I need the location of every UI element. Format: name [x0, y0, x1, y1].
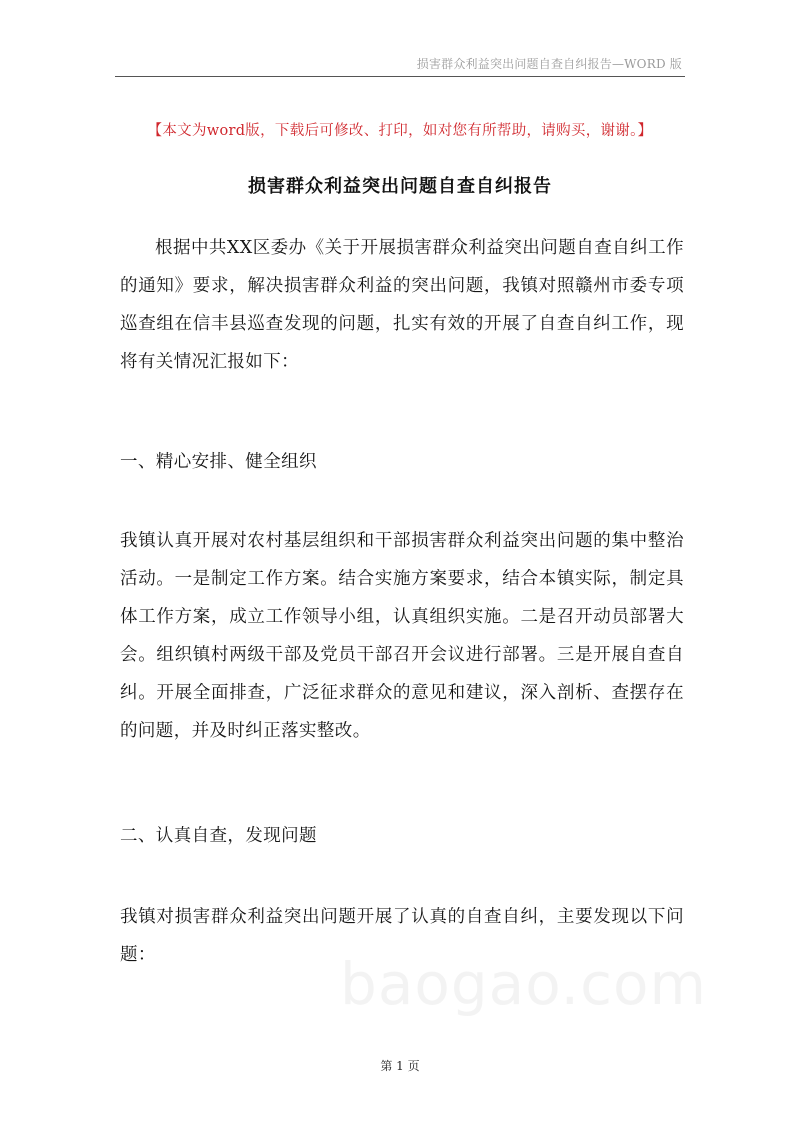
- section-heading-1: 一、精心安排、健全组织: [120, 452, 317, 472]
- running-header: 损害群众利益突出问题自查自纠报告—WORD 版: [416, 57, 682, 71]
- watermark: baogao.com: [340, 950, 707, 1018]
- section-body-2: 我镇对损害群众利益突出问题开展了认真的自查自纠，主要发现以下问题：: [120, 907, 684, 965]
- section-heading-2: 二、认真自查，发现问题: [120, 826, 317, 846]
- intro-paragraph: 根据中共XX区委办《关于开展损害群众利益突出问题自查自纠工作的通知》要求，解决损害群众利益的突出问题，我镇对照赣州市委专项巡查组在信丰县巡查发现的问题，扎实有效的开展了自查自纠工作，现将有关情况汇报如下：: [120, 238, 684, 372]
- header-divider: [115, 76, 685, 77]
- section-body-1: 我镇认真开展对农村基层组织和干部损害群众利益突出问题的集中整治活动。一是制定工作方案。结合实施方案要求，结合本镇实际，制定具体工作方案，成立工作领导小组，认真组织实施。二是召开动员部署大会。组织镇村两级干部及党员干部召开会议进行部署。三是开展自查自纠。开展全面排查，广泛征求群众的意见和建议，深入剖析、查摆存在的问题，并及时纠正落实整改。: [120, 531, 684, 741]
- page-number: 第 1 页: [380, 1059, 420, 1073]
- download-notice: 【本文为word版，下载后可修改、打印，如对您有所帮助，请购买，谢谢。】: [147, 123, 653, 139]
- document-title: 损害群众利益突出问题自查自纠报告: [248, 176, 552, 197]
